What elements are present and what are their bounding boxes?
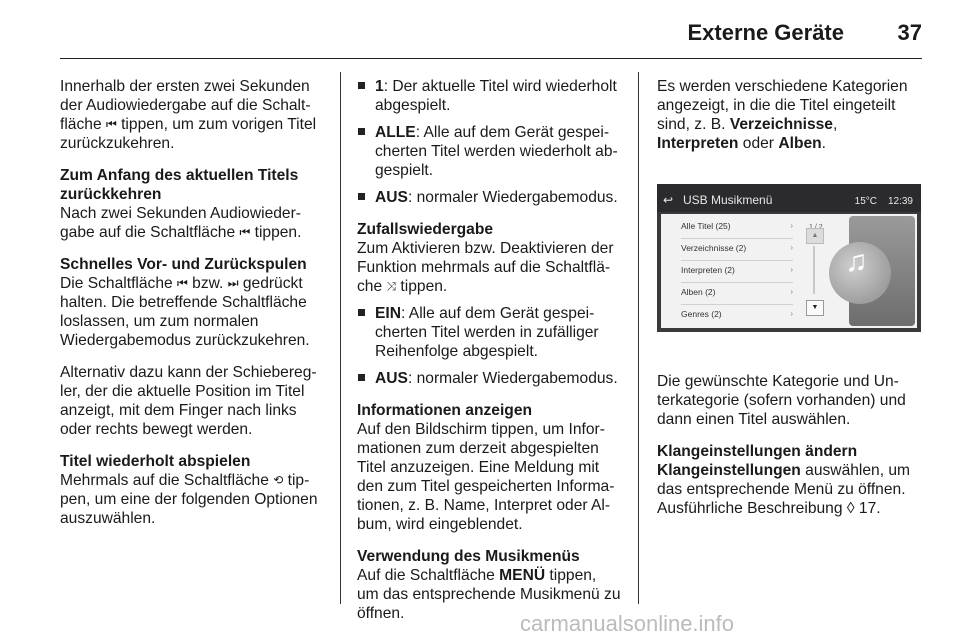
paragraph: Nach zwei Sekunden Audiowiedergabe auf die Schaltfläche ⏮ tippen.: [60, 205, 302, 241]
paragraph: Auf die Schaltfläche MENÜ tippen, um das entsprechende Musikmenü zu öffnen.: [357, 567, 621, 622]
paragraph: Mehrmals auf die Schaltfläche ⟲ tippen, um eine der folgenden Optionen auszuwählen.: [60, 472, 318, 527]
skip-forward-icon: ⏭: [227, 276, 239, 290]
paragraph: Es werden verschiedene Kategorien angezeigt, in die die Titel eingeteilt sind, z. B. Verzeichnisse, Interpreten oder Alben.: [657, 78, 908, 152]
section-heading: Titel wiederholt abspielen: [60, 453, 251, 470]
chevron-right-icon: ›: [790, 309, 793, 318]
usb-music-menu-figure: [657, 184, 921, 332]
list-item: 1: Der aktuelle Titel wird wiederholt abgespielt.: [357, 77, 621, 115]
list-item: Alle Titel (25) ›: [681, 216, 793, 239]
column-3: [657, 77, 921, 531]
watermark: carmanualsonline.info: [520, 611, 735, 636]
back-icon: ↩: [663, 193, 674, 207]
bullet-icon: [358, 374, 365, 381]
section-heading: Informationen anzeigen: [357, 402, 533, 419]
paragraph: Auf den Bildschirm tippen, um Informationen zum derzeit abgespielten Titel anzuzeigen. Eine Meldung mit den zum Titel gespeicherten Informationen, z. B. Name, Interpret oder Album, wird eingeblendet.: [357, 421, 615, 533]
repeat-icon: ⟲: [273, 473, 284, 487]
column-divider: [340, 72, 341, 604]
chevron-right-icon: ›: [790, 265, 793, 274]
figure-screen: [661, 214, 917, 328]
list-item: Verzeichnisse (2) ›: [681, 238, 793, 261]
scroll-up-icon: ▲: [806, 228, 824, 244]
paragraph: Die gewünschte Kategorie und Unterkategorie (sofern vorhanden) und dann einen Titel auswählen.: [657, 373, 906, 428]
skip-back-icon: ⏮: [177, 276, 188, 290]
paragraph: Zum Aktivieren bzw. Deaktivieren der Funktion mehrmals auf die Schaltfläche ⤨ tippen.: [357, 240, 614, 295]
paragraph: Die Schaltfläche ⏮ bzw. ⏭ gedrückt halten. Die betreffende Schaltfläche loslassen, um zum normalen Wiedergabemodus zurückzukehren.: [60, 275, 310, 349]
reference-icon: ◊: [846, 500, 855, 517]
page-number: 37: [897, 20, 922, 45]
column-2: [357, 77, 621, 636]
music-note-icon: ♫: [845, 245, 868, 278]
paragraph: Innerhalb der ersten zwei Sekunden der Audiowiedergabe auf die Schaltfläche ⏮ tippen, um zum vorigen Titel zurückzukehren.: [60, 78, 317, 152]
list-item: Alben (2) ›: [681, 282, 793, 305]
column-1: [60, 77, 322, 541]
chevron-right-icon: ›: [790, 287, 793, 296]
page-header: [60, 14, 922, 59]
scroll-track: [813, 246, 815, 294]
shuffle-icon: ⤨: [386, 279, 397, 293]
list-item: Interpreten (2) ›: [681, 260, 793, 283]
list-item: ALLE: Alle auf dem Gerät gespeicherten Titel werden wiederholt abgespielt.: [357, 123, 621, 180]
list-item: Genres (2) ›: [681, 304, 793, 326]
chevron-right-icon: ›: [790, 243, 793, 252]
list-item: AUS: normaler Wiedergabemodus.: [357, 188, 621, 207]
figure-title-bar: [657, 184, 921, 212]
figure-clock: 12:39: [887, 196, 913, 207]
scroll-down-icon: ▼: [806, 300, 824, 316]
figure-screen-title: USB Musikmenü: [683, 193, 773, 207]
section-heading: Verwendung des Musikmenüs: [357, 548, 580, 565]
section-heading: Zufallswiedergabe: [357, 221, 494, 238]
paragraph: Klangeinstellungen auswählen, um das entsprechende Menü zu öffnen. Ausführliche Beschreibung ◊ 17.: [657, 462, 911, 517]
section-heading: Zum Anfang des aktuellen Titels zurückkehren: [60, 167, 299, 203]
bullet-icon: [358, 193, 365, 200]
bullet-icon: [358, 309, 365, 316]
column-divider: [638, 72, 639, 604]
section-heading: Klangeinstellungen ändern: [657, 443, 858, 460]
bullet-icon: [358, 82, 365, 89]
list-item: AUS: normaler Wiedergabemodus.: [357, 369, 621, 388]
skip-back-icon: ⏮: [105, 117, 117, 131]
figure-temperature: 15°C: [854, 196, 877, 207]
paragraph: Alternativ dazu kann der Schieberegler, der die aktuelle Position im Titel anzeigt, mit dem Finger nach links oder rechts bewegt werden.: [60, 364, 317, 438]
bullet-icon: [358, 128, 365, 135]
list-item: EIN: Alle auf dem Gerät gespeicherten Titel werden in zufälliger Reihenfolge abgespielt.: [357, 304, 621, 361]
page-title: Externe Geräte: [687, 20, 844, 45]
chevron-right-icon: ›: [790, 221, 793, 230]
skip-back-icon: ⏮: [239, 225, 251, 239]
section-heading: Schnelles Vor- und Zurückspulen: [60, 256, 307, 273]
